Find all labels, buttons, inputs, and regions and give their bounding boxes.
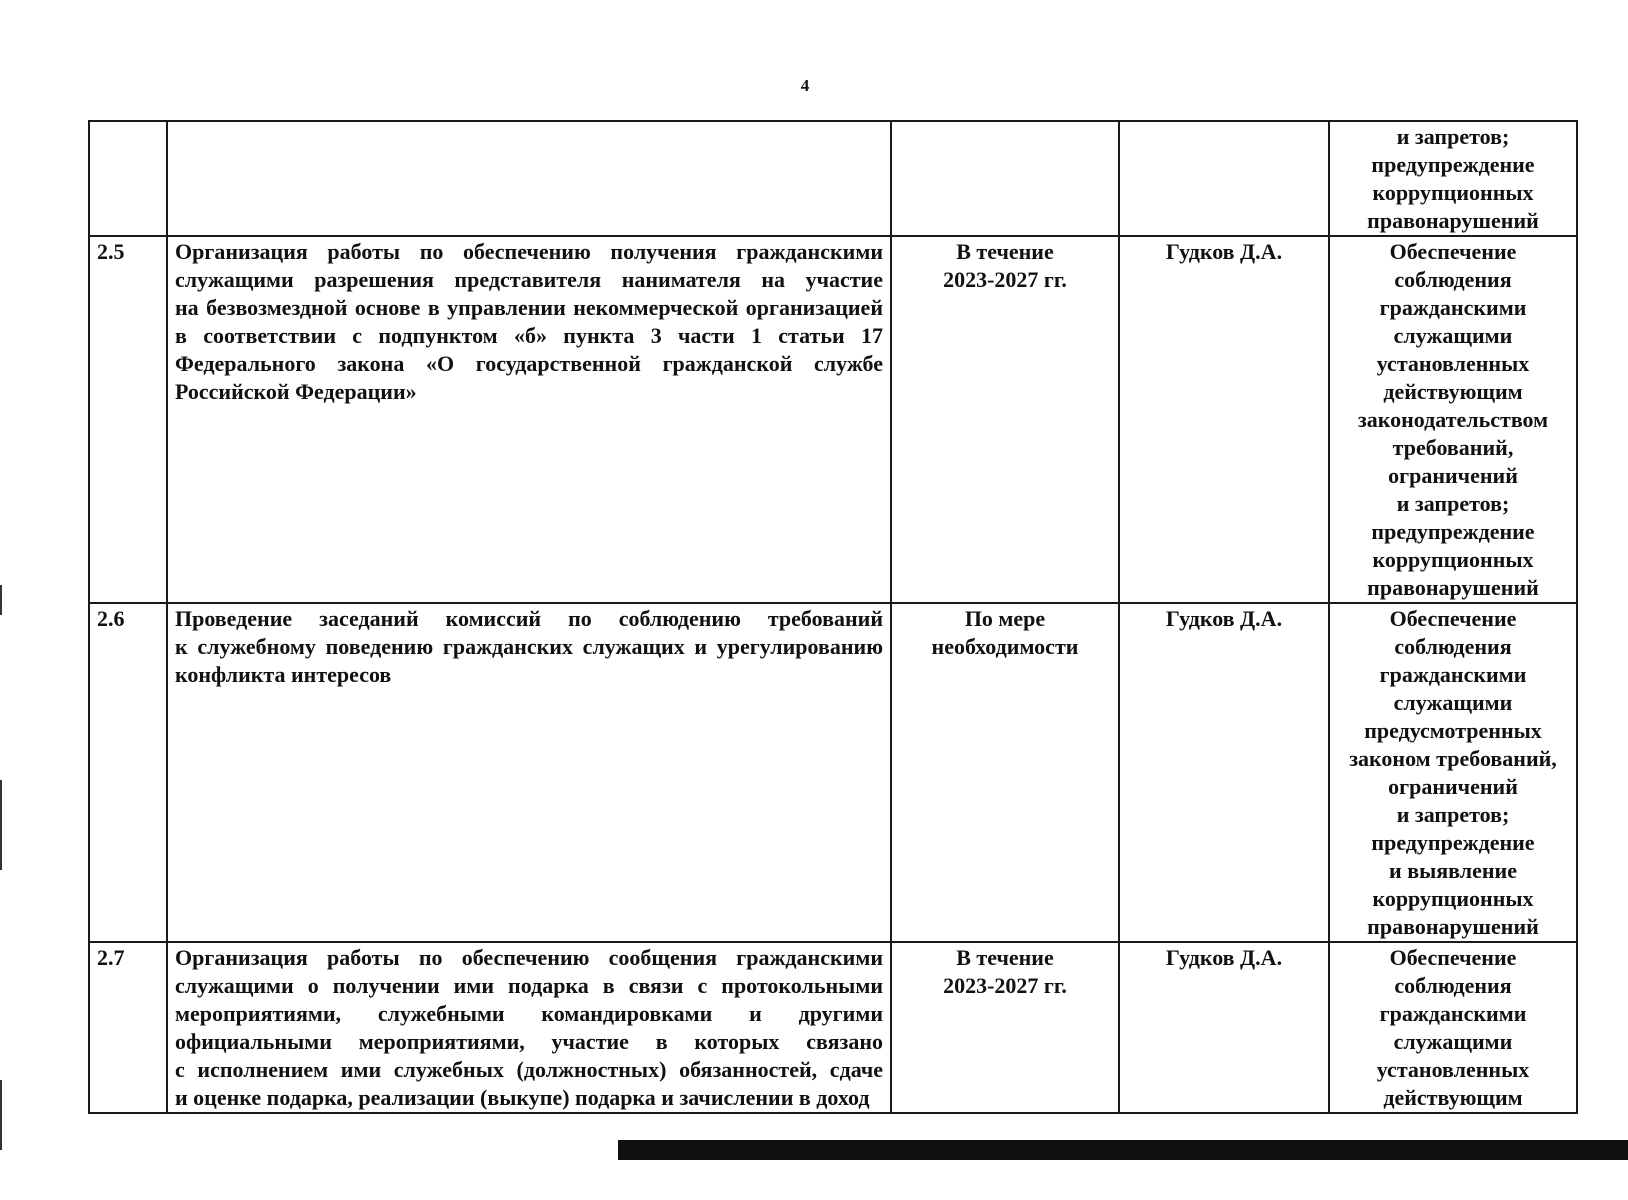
scan-edge-mark xyxy=(0,1080,2,1150)
text-line: ограничений xyxy=(1388,774,1518,799)
text-line: 2023-2027 гг. xyxy=(943,973,1067,998)
text-line: законодательством xyxy=(1357,407,1549,432)
text-line: мероприятиями, служебными командировками и другими xyxy=(175,1001,883,1026)
item-number: 2.6 xyxy=(89,603,167,942)
responsible-person: Гудков Д.А. xyxy=(1119,942,1329,1113)
text-line: к служебному поведению гражданских служащих и урегулированию xyxy=(175,634,883,659)
responsible-person: Гудков Д.А. xyxy=(1119,236,1329,603)
text-line: гражданскими xyxy=(1379,1001,1527,1026)
text-line: и выявление xyxy=(1389,858,1517,883)
text-line: и запретов; xyxy=(1396,802,1510,827)
text-line: соблюдения xyxy=(1394,973,1512,998)
text-line: служащими разрешения представителя нанимателя на участие xyxy=(175,267,883,292)
measure-description xyxy=(167,603,891,942)
text-line: Обеспечение xyxy=(1389,606,1517,631)
text-line: В течение xyxy=(956,239,1054,264)
measures-table xyxy=(88,120,1578,1114)
text-line: Обеспечение xyxy=(1389,239,1517,264)
scan-edge-mark xyxy=(0,585,2,615)
text-line: служащими xyxy=(1393,690,1513,715)
item-number: 2.7 xyxy=(89,942,167,1113)
text-line: конфликта интересов xyxy=(175,662,392,687)
table-row xyxy=(89,121,1577,236)
text-line: предупреждение xyxy=(1371,152,1535,177)
scan-artifact-bar xyxy=(618,1140,1628,1160)
text-line: установленных xyxy=(1376,1057,1530,1082)
measure-description xyxy=(167,236,891,603)
text-line: Организация работы по обеспечению получения гражданскими xyxy=(175,239,883,264)
text-line: соблюдения xyxy=(1394,634,1512,659)
text-line: с исполнением ими служебных (должностных) обязанностей, сдаче xyxy=(175,1057,883,1082)
text-line: служащими xyxy=(1393,1029,1513,1054)
table-row xyxy=(89,603,1577,942)
text-line: предупреждение xyxy=(1371,519,1535,544)
text-line: коррупционных xyxy=(1372,547,1534,572)
expected-result xyxy=(1329,121,1577,236)
text-line: действующим xyxy=(1383,379,1523,404)
text-line: гражданскими xyxy=(1379,295,1527,320)
expected-result xyxy=(1329,236,1577,603)
text-line: и запретов; xyxy=(1396,491,1510,516)
text-line: и запретов; xyxy=(1396,124,1510,149)
execution-term xyxy=(891,121,1119,236)
expected-result xyxy=(1329,942,1577,1113)
responsible-person: Гудков Д.А. xyxy=(1119,603,1329,942)
text-line: служащими xyxy=(1393,323,1513,348)
text-line: служащими о получении ими подарка в связи с протокольными xyxy=(175,973,883,998)
text-line: в соответствии с подпунктом «б» пункта 3 части 1 статьи 17 xyxy=(175,323,883,348)
expected-result xyxy=(1329,603,1577,942)
text-line: гражданскими xyxy=(1379,662,1527,687)
text-line: соблюдения xyxy=(1394,267,1512,292)
text-line: ограничений xyxy=(1388,463,1518,488)
text-line: Обеспечение xyxy=(1389,945,1517,970)
text-line: коррупционных xyxy=(1372,886,1534,911)
text-line: действующим xyxy=(1383,1085,1523,1110)
table-row xyxy=(89,942,1577,1113)
text-line: Организация работы по обеспечению сообщения гражданскими xyxy=(175,945,883,970)
text-line: По мере xyxy=(964,606,1046,631)
text-line: правонарушений xyxy=(1367,914,1539,939)
text-line: Федерального закона «О государственной гражданской службе xyxy=(175,351,883,376)
scan-edge-mark xyxy=(0,780,2,870)
page-number: 4 xyxy=(800,76,810,95)
text-line: В течение xyxy=(956,945,1054,970)
text-line: правонарушений xyxy=(1367,208,1539,233)
text-line: официальными мероприятиями, участие в которых связано xyxy=(175,1029,883,1054)
text-line: правонарушений xyxy=(1367,575,1539,600)
text-line: Проведение заседаний комиссий по соблюдению требований xyxy=(175,606,883,631)
execution-term xyxy=(891,942,1119,1113)
text-line: требований, xyxy=(1392,435,1514,460)
text-line: предусмотренных xyxy=(1364,718,1542,743)
text-line: установленных xyxy=(1376,351,1530,376)
text-line: законом требований, xyxy=(1349,746,1557,771)
measure-description xyxy=(167,121,891,236)
text-line: на безвозмездной основе в управлении некоммерческой организацией xyxy=(175,295,883,320)
text-line: коррупционных xyxy=(1372,180,1534,205)
item-number xyxy=(89,121,167,236)
responsible-person xyxy=(1119,121,1329,236)
execution-term xyxy=(891,603,1119,942)
execution-term xyxy=(891,236,1119,603)
measure-description xyxy=(167,942,891,1113)
text-line: необходимости xyxy=(931,634,1079,659)
text-line: 2023-2027 гг. xyxy=(943,267,1067,292)
table-row xyxy=(89,236,1577,603)
item-number: 2.5 xyxy=(89,236,167,603)
text-line: предупреждение xyxy=(1371,830,1535,855)
text-line: и оценке подарка, реализации (выкупе) подарка и зачислении в доход xyxy=(175,1085,870,1110)
text-line: Российской Федерации» xyxy=(175,379,417,404)
